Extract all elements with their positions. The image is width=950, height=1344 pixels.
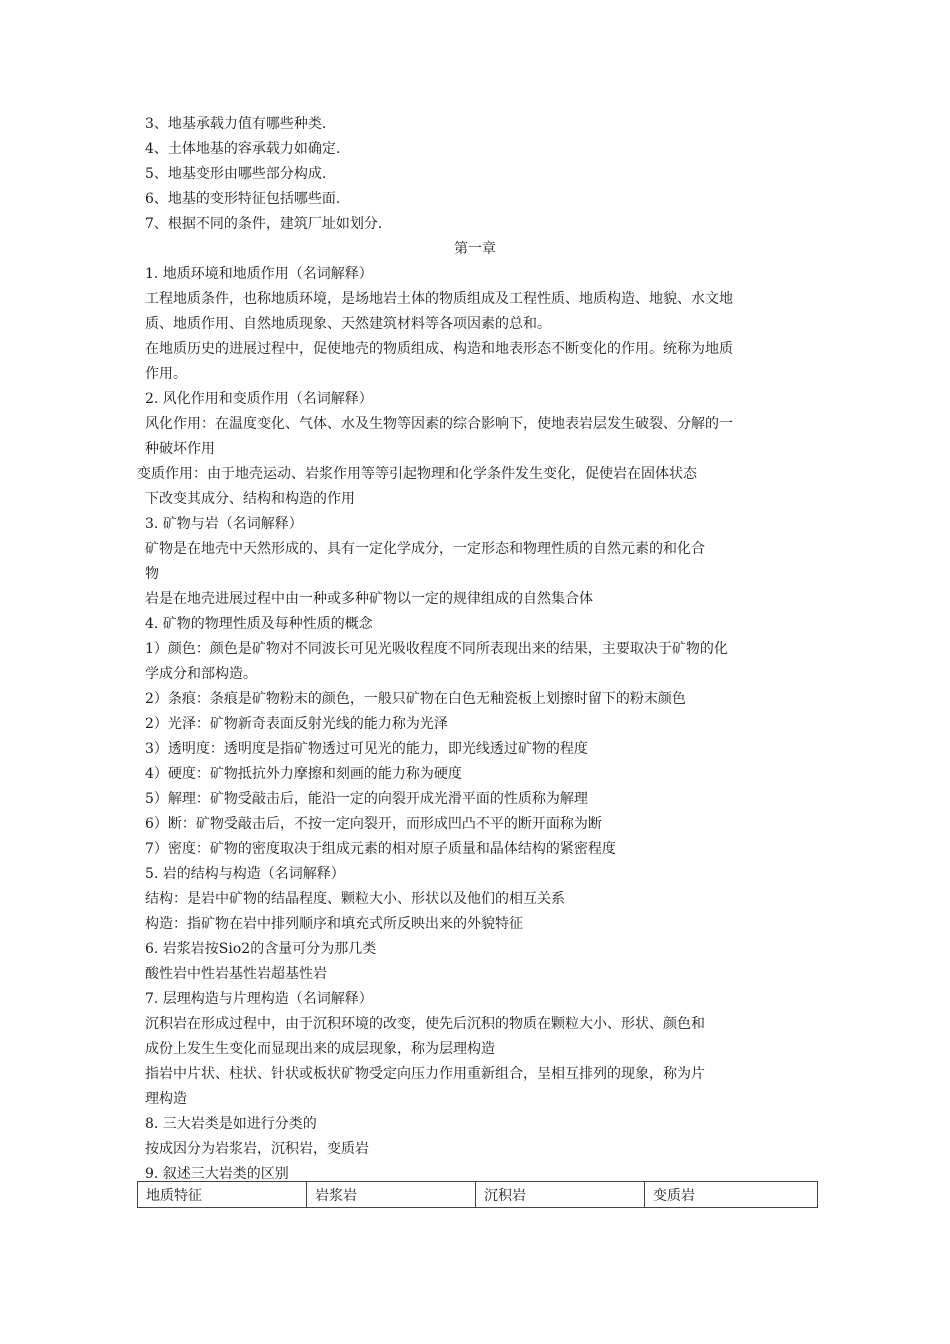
question-line: 3、地基承载力值有哪些种类. <box>145 116 327 132</box>
section-heading: 1. 地质环境和地质作用（名词解释） <box>145 266 373 282</box>
paragraph-line: 构造：指矿物在岩中排列顺序和填充式所反映出来的外貌特征 <box>145 916 523 932</box>
section-heading: 6. 岩浆岩按Sio2的含量可分为那几类 <box>145 941 377 957</box>
question-line: 4、土体地基的容承载力如确定. <box>145 141 341 157</box>
section-heading: 7. 层理构造与片理构造（名词解释） <box>145 991 373 1007</box>
paragraph-line: 6）断：矿物受敲击后，不按一定向裂开，而形成凹凸不平的断开面称为断 <box>145 816 602 832</box>
paragraph-line: 沉积岩在形成过程中，由于沉积环境的改变，使先后沉积的物质在颗粒大小、形状、颜色和 <box>145 1016 705 1032</box>
paragraph-line: 作用。 <box>145 366 187 382</box>
paragraph-line: 在地质历史的进展过程中，促使地壳的物质组成、构造和地表形态不断变化的作用。统称为地质 <box>145 341 733 357</box>
paragraph-line: 种破坏作用 <box>145 441 215 457</box>
paragraph-line: 风化作用：在温度变化、气体、水及生物等因素的综合影响下，使地表岩层发生破裂、分解的一 <box>145 416 733 432</box>
section-heading: 5. 岩的结构与构造（名词解释） <box>145 866 345 882</box>
section-heading: 4. 矿物的物理性质及每种性质的概念 <box>145 616 373 632</box>
table-header-row <box>138 1182 818 1208</box>
section-heading: 9. 叙述三大岩类的区别 <box>145 1166 289 1182</box>
paragraph-line: 结构：是岩中矿物的结晶程度、颗粒大小、形状以及他们的相互关系 <box>145 891 565 907</box>
paragraph-line: 下改变其成分、结构和构造的作用 <box>145 491 355 507</box>
paragraph-line: 2）条痕：条痕是矿物粉末的颜色，一般只矿物在白色无釉瓷板上划擦时留下的粉末颜色 <box>145 691 686 707</box>
paragraph-line: 矿物是在地壳中天然形成的、具有一定化学成分，一定形态和物理性质的自然元素的和化合 <box>145 541 705 557</box>
section-heading: 8. 三大岩类是如进行分类的 <box>145 1116 317 1132</box>
table-header-cell: 岩浆岩 <box>307 1182 476 1208</box>
paragraph-line: 7）密度：矿物的密度取决于组成元素的相对原子质量和晶体结构的紧密程度 <box>145 841 616 857</box>
table-header-cell: 沉积岩 <box>476 1182 645 1208</box>
rock-comparison-table <box>137 1181 818 1208</box>
paragraph-line: 物 <box>145 566 159 582</box>
paragraph-line: 4）硬度：矿物抵抗外力摩擦和刻画的能力称为硬度 <box>145 766 462 782</box>
chapter-heading: 第一章 <box>454 241 496 257</box>
paragraph-line: 工程地质条件，也称地质环境，是场地岩土体的物质组成及工程性质、地质构造、地貌、水文地 <box>145 291 733 307</box>
paragraph-line: 质、地质作用、自然地质现象、天然建筑材料等各项因素的总和。 <box>145 316 551 332</box>
paragraph-line: 3）透明度：透明度是指矿物透过可见光的能力，即光线透过矿物的程度 <box>145 741 588 757</box>
paragraph-line: 岩是在地壳进展过程中由一种或多种矿物以一定的规律组成的自然集合体 <box>145 591 593 607</box>
table-header-cell: 地质特征 <box>138 1182 307 1208</box>
table-header-cell: 变质岩 <box>645 1182 818 1208</box>
paragraph-line: 理构造 <box>145 1091 187 1107</box>
paragraph-line: 学成分和部构造。 <box>145 666 257 682</box>
question-line: 6、地基的变形特征包括哪些面. <box>145 191 341 207</box>
section-heading: 2. 风化作用和变质作用（名词解释） <box>145 391 373 407</box>
question-line: 5、地基变形由哪些部分构成. <box>145 166 327 182</box>
paragraph-line: 5）解理：矿物受敲击后，能沿一定的向裂开成光滑平面的性质称为解理 <box>145 791 588 807</box>
paragraph-line: 1）颜色：颜色是矿物对不同波长可见光吸收程度不同所表现出来的结果，主要取决于矿物的化 <box>145 641 728 657</box>
question-line: 7、根据不同的条件，建筑厂址如划分. <box>145 216 383 232</box>
paragraph-line: 变质作用：由于地壳运动、岩浆作用等等引起物理和化学条件发生变化，促使岩在固体状态 <box>137 466 697 482</box>
paragraph-line: 成份上发生生变化而显现出来的成层现象，称为层理构造 <box>145 1041 495 1057</box>
paragraph-line: 按成因分为岩浆岩，沉积岩，变质岩 <box>145 1141 369 1157</box>
section-heading: 3. 矿物与岩（名词解释） <box>145 516 303 532</box>
paragraph-line: 指岩中片状、柱状、针状或板状矿物受定向压力作用重新组合，呈相互排列的现象，称为片 <box>145 1066 705 1082</box>
paragraph-line: 2）光泽：矿物新奇表面反射光线的能力称为光泽 <box>145 716 448 732</box>
paragraph-line: 酸性岩中性岩基性岩超基性岩 <box>145 966 327 982</box>
